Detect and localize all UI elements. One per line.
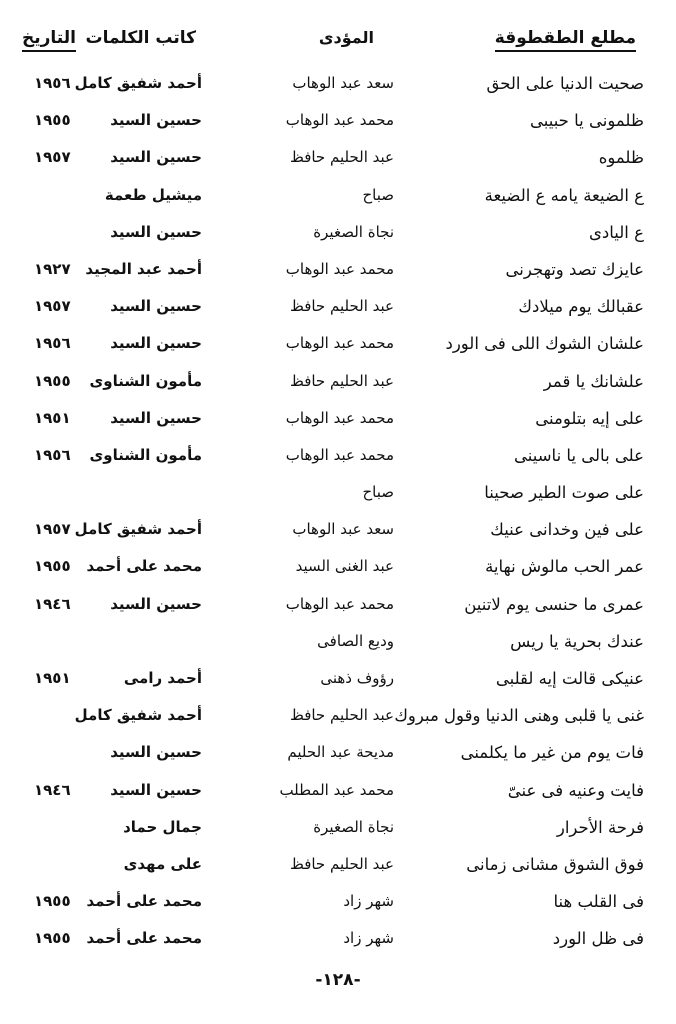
cell-song: فى ظل الورد xyxy=(552,929,644,949)
cell-singer: رؤوف ذهنى xyxy=(320,669,394,687)
cell-song: عندك بحرية يا ريس xyxy=(510,631,644,651)
cell-writer: ميشيل طعمة xyxy=(104,185,202,204)
cell-singer: وديع الصافى xyxy=(317,631,394,650)
table-row xyxy=(0,442,676,479)
cell-singer: محمد عبد المطلب xyxy=(279,780,394,799)
cell-writer: محمد على أحمد xyxy=(86,557,202,576)
cell-date: ١٩٤٦ xyxy=(34,780,71,799)
cell-writer: مأمون الشناوى xyxy=(89,445,202,464)
cell-writer: حسين السيد xyxy=(110,743,202,762)
cell-date: ١٩٥٦ xyxy=(34,74,71,92)
cell-singer: عبد الغنى السيد xyxy=(295,557,394,576)
cell-singer: محمد عبد الوهاب xyxy=(285,445,394,464)
table-row xyxy=(0,182,676,219)
cell-date: ١٩٥٥ xyxy=(34,371,71,390)
cell-date: ١٩٥١ xyxy=(34,669,71,687)
cell-singer: محمد عبد الوهاب xyxy=(285,594,394,613)
cell-singer: محمد عبد الوهاب xyxy=(285,408,394,427)
cell-writer: حسين السيد xyxy=(110,297,202,316)
cell-writer: أحمد رامى xyxy=(123,669,202,687)
table-row xyxy=(0,293,676,330)
cell-date: ١٩٥٦ xyxy=(34,334,71,353)
cell-writer: حسين السيد xyxy=(110,148,202,167)
cell-singer: محمد عبد الوهاب xyxy=(285,259,394,278)
cell-singer: محمد عبد الوهاب xyxy=(285,334,394,353)
cell-song: عنيكى قالت إيه لقلبى xyxy=(495,669,644,688)
table-row xyxy=(0,219,676,256)
song-table xyxy=(0,70,676,963)
table-header xyxy=(0,28,676,68)
cell-song: على صوت الطير صحينا xyxy=(484,483,644,503)
cell-writer: محمد على أحمد xyxy=(86,892,202,911)
cell-singer: شهر زاد xyxy=(343,892,394,911)
cell-date: ١٩٥٦ xyxy=(34,445,71,464)
cell-song: على فين وخدانى عنيك xyxy=(490,520,644,540)
table-row xyxy=(0,479,676,516)
cell-date: ١٩٥٧ xyxy=(34,148,71,167)
cell-writer: حسين السيد xyxy=(110,780,202,799)
cell-singer: صباح xyxy=(362,185,394,204)
header-song: مطلع الطقطوقة xyxy=(495,28,636,52)
cell-date: ١٩٥١ xyxy=(34,408,71,427)
cell-writer: أحمد شفيق كامل xyxy=(74,74,202,92)
table-row xyxy=(0,405,676,442)
cell-writer: أحمد شفيق كامل xyxy=(74,520,202,539)
table-row xyxy=(0,368,676,405)
cell-singer: نجاة الصغيرة xyxy=(313,817,394,836)
cell-song: على إيه بتلومنى xyxy=(535,408,644,428)
table-row xyxy=(0,851,676,888)
cell-writer: حسين السيد xyxy=(110,222,202,241)
cell-date: ١٩٥٥ xyxy=(34,557,71,576)
table-row xyxy=(0,628,676,665)
table-row xyxy=(0,739,676,776)
cell-singer: شهر زاد xyxy=(343,929,394,948)
cell-song: ع الضيعة يامه ع الضيعة xyxy=(484,185,644,205)
header-date: التاريخ xyxy=(22,28,76,52)
cell-song: صحيت الدنيا على الحق xyxy=(486,74,644,93)
cell-singer: نجاة الصغيرة xyxy=(313,222,394,241)
cell-singer: سعد عبد الوهاب xyxy=(292,520,394,539)
page-number: -١٢٨- xyxy=(315,970,361,990)
cell-song: عمر الحب مالوش نهاية xyxy=(485,557,644,577)
cell-singer: عبد الحليم حافظ xyxy=(289,148,394,167)
table-row xyxy=(0,702,676,739)
cell-writer: أحمد عبد المجيد xyxy=(85,259,202,278)
table-row xyxy=(0,144,676,181)
cell-singer: عبد الحليم حافظ xyxy=(289,297,394,316)
cell-writer: حسين السيد xyxy=(110,594,202,613)
cell-date: ١٩٤٦ xyxy=(34,594,71,613)
header-singer: المؤدى xyxy=(318,28,374,47)
cell-date: ١٩٥٥ xyxy=(34,892,71,911)
cell-singer: مديحة عبد الحليم xyxy=(287,743,394,762)
cell-writer: حسين السيد xyxy=(110,334,202,353)
table-row xyxy=(0,256,676,293)
table-row xyxy=(0,814,676,851)
cell-singer: عبد الحليم حافظ xyxy=(289,706,394,725)
cell-writer: حسين السيد xyxy=(110,408,202,427)
cell-singer: صباح xyxy=(362,483,394,502)
cell-song: ع اليادى xyxy=(589,222,644,242)
cell-date: ١٩٥٥ xyxy=(34,111,71,130)
table-row xyxy=(0,553,676,590)
cell-song: عايزك تصد وتهجرنى xyxy=(505,259,644,279)
table-row xyxy=(0,888,676,925)
cell-song: غنى يا قلبى وهنى الدنيا وقول مبروك xyxy=(394,706,644,726)
cell-song: علشان الشوك اللى فى الورد xyxy=(445,334,644,354)
table-row xyxy=(0,70,676,107)
cell-song: علشانك يا قمر xyxy=(543,371,644,391)
cell-song: على بالى يا ناسينى xyxy=(514,445,644,465)
table-row xyxy=(0,107,676,144)
cell-writer: على مهدى xyxy=(123,854,202,873)
cell-writer: أحمد شفيق كامل xyxy=(74,706,202,725)
table-row xyxy=(0,925,676,962)
cell-writer: جمال حماد xyxy=(123,817,202,836)
cell-date: ١٩٥٧ xyxy=(34,520,71,539)
table-row xyxy=(0,777,676,814)
header-writer: كاتب الكلمات xyxy=(85,28,196,48)
cell-writer: مأمون الشناوى xyxy=(89,371,202,390)
cell-song: فات يوم من غير ما يكلمنى xyxy=(460,743,644,763)
cell-singer: محمد عبد الوهاب xyxy=(285,111,394,130)
cell-date: ١٩٢٧ xyxy=(34,259,71,278)
cell-song: ظلموه xyxy=(598,148,644,168)
cell-song: فى القلب هنا xyxy=(553,892,644,912)
cell-singer: سعد عبد الوهاب xyxy=(292,74,394,92)
cell-song: فايت وعنيه فى عنىّ xyxy=(507,780,644,800)
cell-song: ظلمونى يا حبيبى xyxy=(529,111,644,131)
cell-song: عقبالك يوم ميلادك xyxy=(518,297,644,317)
table-row xyxy=(0,665,676,702)
cell-date: ١٩٥٥ xyxy=(34,929,71,948)
cell-writer: حسين السيد xyxy=(110,111,202,130)
cell-singer: عبد الحليم حافظ xyxy=(289,371,394,390)
cell-song: عمرى ما حنسى يوم لاتنين xyxy=(464,594,644,614)
table-row xyxy=(0,330,676,367)
cell-song: فوق الشوق مشانى زمانى xyxy=(466,854,644,874)
cell-date: ١٩٥٧ xyxy=(34,297,71,316)
table-row xyxy=(0,516,676,553)
cell-song: فرحة الأحرار xyxy=(556,817,644,837)
cell-singer: عبد الحليم حافظ xyxy=(289,854,394,873)
cell-writer: محمد على أحمد xyxy=(86,929,202,948)
table-row xyxy=(0,591,676,628)
